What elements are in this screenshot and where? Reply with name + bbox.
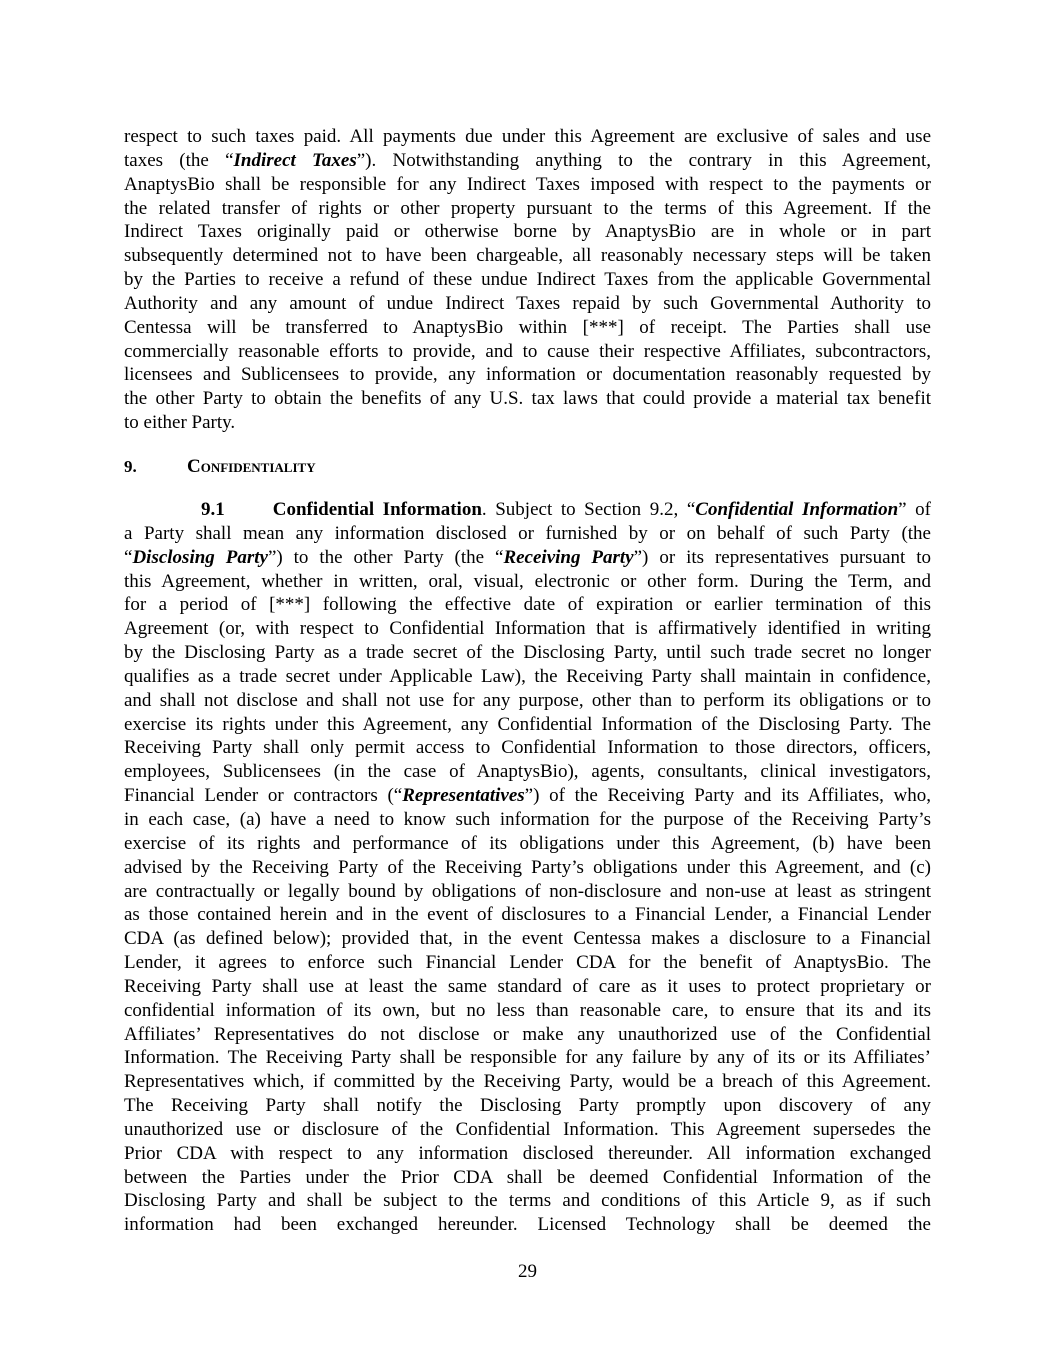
text-run: ” of (898, 499, 931, 520)
text-line (124, 268, 931, 292)
text-run: Authority and any amount of undue Indirect Taxes repaid by such Governmental Authority to (124, 292, 931, 314)
text-line (124, 999, 931, 1023)
text-run: Disclosing Party and shall be subject to the terms and conditions of this Article 9, as if such (124, 1190, 931, 1212)
text-run: Information. The Receiving Party shall be responsible for any failure by any of its or its Affiliates’ (124, 1047, 931, 1069)
text-line (124, 880, 931, 904)
text-line (124, 220, 931, 244)
text-line (124, 173, 931, 197)
text-line (124, 617, 931, 641)
text-line (124, 736, 931, 760)
text-run: Prior CDA with respect to any information disclosed thereunder. All information exchanged (124, 1142, 931, 1164)
text-run: respect to such taxes paid. All payments due under this Agreement are exclusive of sales and use (124, 126, 931, 147)
text-run: subsequently determined not to have been chargeable, all reasonably necessary steps will be taken (124, 245, 931, 267)
text-run: qualifies as a trade secret under Applicable Law), the Receiving Party shall maintain in confidence, (124, 665, 931, 687)
text-line (124, 808, 931, 832)
text-line (124, 856, 931, 880)
text-line (124, 1118, 931, 1142)
text-line (124, 689, 931, 713)
emphasized-text: Confidential Information (695, 499, 899, 520)
text-run: licensees and Sublicensees to provide, any information or documentation reasonably requested by (124, 364, 931, 386)
text-line (124, 1166, 931, 1190)
text-run: for a period of [***] following the effective date of expiration or earlier termination of this (124, 594, 931, 616)
section-heading (124, 455, 316, 479)
text-line (124, 149, 931, 173)
text-run: Financial Lender or contractors (“ (124, 785, 403, 807)
text-run: ”) or its representatives pursuant to (633, 546, 932, 568)
text-line (124, 927, 931, 951)
text-run: Affiliates’ Representatives do not disclose or make any unauthorized use of the Confidential (124, 1023, 931, 1045)
text-run: “ (124, 546, 133, 568)
emphasized-text: Confidential Information (272, 499, 482, 520)
text-run: are contractually or legally bound by obligations of non-disclosure and non-use at least as stringent (124, 880, 931, 902)
text-line (124, 411, 931, 435)
text-run: the other Party to obtain the benefits of any U.S. tax laws that could provide a material tax benefit (124, 388, 931, 410)
text-line (124, 1213, 931, 1237)
text-line (124, 316, 931, 340)
text-line (124, 363, 931, 387)
emphasized-text: Representatives (402, 785, 525, 807)
text-line (124, 546, 931, 570)
text-run: Receiving Party shall use at least the same standard of care as it uses to protect proprietary or (124, 975, 931, 997)
text-run: advised by the Receiving Party of the Receiving Party’s obligations under this Agreement, and (c) (124, 856, 931, 878)
text-line (124, 784, 931, 808)
text-run: Indirect Taxes originally paid or otherwise borne by AnaptysBio are in whole or in part (124, 221, 931, 243)
text-line (124, 832, 931, 856)
paragraph-indirect-taxes (124, 125, 931, 435)
text-run: unauthorized use or disclosure of the Confidential Information. This Agreement supersedes the (124, 1118, 931, 1140)
text-run: Receiving Party shall only permit access to Confidential Information to those directors, officers, (124, 737, 931, 759)
text-line (124, 1142, 931, 1166)
text-line (124, 760, 931, 784)
text-run: ”). Notwithstanding anything to the contrary in this Agreement, (356, 149, 932, 171)
paragraph-confidential-information (124, 498, 931, 1237)
text-line (124, 975, 931, 999)
emphasized-text: 9.1 (201, 499, 225, 520)
text-line (124, 197, 931, 221)
text-run: Centessa will be transferred to AnaptysBio within [***] of receipt. The Parties shall use (124, 316, 931, 338)
text-run: this Agreement, whether in written, oral, visual, electronic or other form. During the Term, and (124, 570, 931, 592)
section-number: 9. (124, 457, 137, 476)
text-run: The Receiving Party shall notify the Disclosing Party promptly upon discovery of any (124, 1095, 931, 1117)
text-run: employees, Sublicensees (in the case of AnaptysBio), agents, consultants, clinical investigators, (124, 761, 931, 783)
text-run: commercially reasonable efforts to provide, and to cause their respective Affiliates, subcontractors, (124, 340, 931, 362)
emphasized-text: Disclosing Party (132, 546, 268, 568)
text-line (124, 387, 931, 411)
text-line (124, 903, 931, 927)
text-run: by the Disclosing Party as a trade secret of the Disclosing Party, until such trade secret no longer (124, 642, 931, 664)
text-line (124, 125, 931, 149)
text-run: exercise its rights under this Agreement, any Confidential Information of the Disclosing Party. The (124, 713, 931, 735)
text-run: a Party shall mean any information disclosed or furnished by or on behalf of such Party (the (124, 522, 931, 544)
text-line (124, 244, 931, 268)
text-line (124, 665, 931, 689)
text-run: AnaptysBio shall be responsible for any Indirect Taxes imposed with respect to the payments or (124, 173, 931, 195)
text-run: Agreement (or, with respect to Confidential Information that is affirmatively identified in writing (124, 618, 931, 640)
text-run: the related transfer of rights or other property pursuant to the terms of this Agreement. If the (124, 197, 931, 219)
text-line (124, 498, 931, 522)
text-run: confidential information of its own, but no less than reasonable care, to ensure that its and its (124, 999, 931, 1021)
text-line (124, 340, 931, 364)
text-run: ”) of the Receiving Party and its Affiliates, who, (524, 785, 931, 807)
text-line (124, 1070, 931, 1094)
text-run: as those contained herein and in the event of disclosures to a Financial Lender, a Financial Lender (124, 904, 931, 926)
text-line (124, 593, 931, 617)
text-run: ”) to the other Party (the “ (267, 546, 504, 568)
text-run: information had been exchanged hereunder. Licensed Technology shall be deemed the (124, 1214, 931, 1236)
text-run: and shall not disclose and shall not use for any purpose, other than to perform its obligations or to (124, 689, 931, 711)
text-line (124, 1023, 931, 1047)
text-run: by the Parties to receive a refund of these undue Indirect Taxes from the applicable Governmental (124, 269, 931, 291)
text-run: CDA (as defined below); provided that, in the event Centessa makes a disclosure to a Financial (124, 928, 931, 950)
text-line (124, 951, 931, 975)
text-line (124, 292, 931, 316)
text-line (124, 1094, 931, 1118)
emphasized-text: Indirect Taxes (233, 149, 357, 171)
text-run: between the Parties under the Prior CDA shall be deemed Confidential Information of the (124, 1166, 931, 1188)
text-line (124, 570, 931, 594)
text-run: Lender, it agrees to enforce such Financial Lender CDA for the benefit of AnaptysBio. The (124, 952, 931, 974)
text-line (124, 1046, 931, 1070)
text-run: to either Party. (124, 412, 236, 434)
text-run: exercise of its rights and performance of its obligations under this Agreement, (b) have been (124, 832, 931, 854)
text-line (124, 641, 931, 665)
text-run: in each case, (a) have a need to know such information for the purpose of the Receiving Party’s (124, 808, 931, 830)
emphasized-text: Receiving Party (503, 546, 634, 568)
text-run: . Subject to Section 9.2, “ (481, 499, 696, 520)
text-line (124, 522, 931, 546)
text-line (124, 1189, 931, 1213)
text-run: taxes (the “ (124, 149, 234, 171)
section-title: Confidentiality (187, 456, 316, 477)
text-run: Representatives which, if committed by the Receiving Party, would be a breach of this Agreement. (124, 1071, 931, 1093)
text-line (124, 713, 931, 737)
page-number: 29 (518, 1261, 537, 1282)
